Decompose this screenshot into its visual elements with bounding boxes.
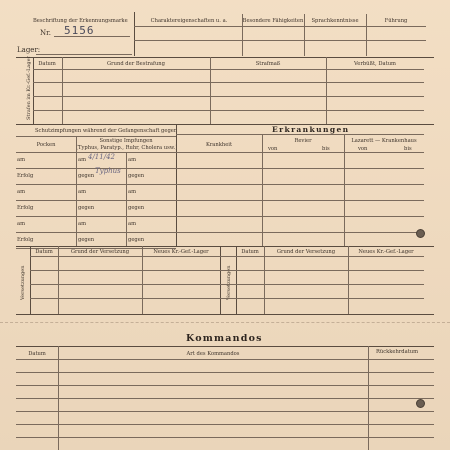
erkrankungen-title: Erkrankungen <box>272 125 350 134</box>
divider <box>62 57 63 125</box>
divider <box>242 14 243 56</box>
divider <box>30 256 424 257</box>
divider <box>176 134 424 135</box>
erkrankungen-revier-bis: bis <box>322 146 330 152</box>
divider <box>16 184 176 185</box>
divider <box>176 184 424 185</box>
erkrankungen-revier: Revier <box>294 138 312 144</box>
versetzung-grund-right: Grund der Versetzung <box>276 249 336 255</box>
versetzung-datum-left: Datum <box>35 249 53 255</box>
lager-underline <box>36 54 132 55</box>
kommandos-rueckkehr: Rückkehrdatum <box>375 349 419 355</box>
impfungen-sonstige: Sonstige Impfungen <box>99 138 153 144</box>
impfung-row-4-pocken: am <box>17 221 26 227</box>
impfungen-sonstige-sub: (Typhus, Paratyp., Ruhr, Cholera usw.) <box>76 145 178 151</box>
impfung-row-3-sonstige-b: gegen <box>128 205 145 211</box>
strafen-verbuesst: Verbüßt, Datum <box>354 61 396 67</box>
divider <box>176 168 424 169</box>
divider <box>16 424 434 425</box>
divider <box>30 270 424 271</box>
impfung-row-2-sonstige-a: am <box>78 189 87 195</box>
divider <box>16 398 434 399</box>
impfungen-title: Schutzimpfungen während der Gefangenschaft gegen <box>35 128 178 134</box>
divider <box>16 346 434 347</box>
impfung-row-1-sonstige-b: gegen <box>128 173 145 179</box>
versetzungen-side-label-right: Versetzungen <box>226 265 232 300</box>
impfung-row-0-sonstige-b: am <box>128 157 137 163</box>
divider <box>76 136 77 246</box>
erkrankungen-krankheit: Krankheit <box>205 142 233 148</box>
impfung-row-1-pocken: Erfolg <box>17 173 34 179</box>
impfung-row-3-sonstige-a: gegen <box>78 205 95 211</box>
divider <box>210 57 211 125</box>
nr-underline <box>54 36 130 37</box>
kommandos-art: Art des Kommandos <box>186 351 240 357</box>
divider <box>30 298 424 299</box>
divider <box>304 14 305 56</box>
beschriftung-label: Beschriftung der Erkennungsmarke <box>33 18 128 24</box>
divider <box>134 12 135 56</box>
divider <box>344 134 345 246</box>
divider <box>176 200 424 201</box>
lager-label: Lager: <box>17 46 41 54</box>
strafen-datum: Datum <box>38 61 56 67</box>
header-col-faehigkeiten: Besondere Fähigkeiten <box>242 18 304 24</box>
divider <box>16 411 434 412</box>
handwritten-date: 4/11/42 <box>88 153 115 161</box>
divider <box>16 314 434 315</box>
divider <box>16 136 176 137</box>
nr-value: 5156 <box>64 24 95 37</box>
erkrankungen-revier-von: von <box>268 146 278 152</box>
impfung-row-4-sonstige-b: am <box>128 221 137 227</box>
divider <box>16 232 176 233</box>
impfung-row-5-sonstige-b: gegen <box>128 237 145 243</box>
erkrankungen-lazarett-bis: bis <box>404 146 412 152</box>
header-col-sprache: Sprachkenntnisse <box>311 18 359 24</box>
strafen-side-label: Strafen im Kr.-Gef.-Lager <box>26 56 32 120</box>
versetzung-neues-left: Neues Kr.-Gef.-Lager <box>153 249 209 255</box>
divider <box>176 216 424 217</box>
divider <box>30 284 424 285</box>
divider <box>176 152 424 153</box>
divider <box>176 232 424 233</box>
impfung-row-5-sonstige-a: gegen <box>78 237 95 243</box>
impfung-row-2-sonstige-b: am <box>128 189 137 195</box>
impfung-row-1-sonstige-a: gegen <box>78 173 95 179</box>
divider <box>16 437 434 438</box>
versetzung-neues-right: Neues Kr.-Gef.-Lager <box>358 249 414 255</box>
divider <box>134 26 426 27</box>
impfung-row-0-pocken: am <box>17 157 26 163</box>
erkrankungen-lazarett: Lazarett — Krankenhaus <box>351 138 417 144</box>
divider <box>366 14 367 56</box>
versetzung-datum-right: Datum <box>241 249 259 255</box>
kommandos-title: Kommandos <box>186 333 263 344</box>
divider <box>16 124 434 125</box>
kommandos-datum: Datum <box>28 351 46 357</box>
impfung-row-0-sonstige-a: am <box>78 157 87 163</box>
divider <box>16 372 434 373</box>
erkrankungen-lazarett-von: von <box>358 146 368 152</box>
divider <box>16 385 434 386</box>
divider <box>33 82 424 83</box>
impfung-row-5-pocken: Erfolg <box>17 237 34 243</box>
divider <box>16 57 434 58</box>
nr-label: Nr. <box>40 29 51 37</box>
punch-hole <box>416 399 425 408</box>
strafen-grund: Grund der Bestrafung <box>107 61 165 67</box>
impfung-row-4-sonstige-a: am <box>78 221 87 227</box>
divider <box>16 359 434 360</box>
divider <box>16 246 434 247</box>
divider <box>33 69 424 70</box>
versetzungen-side-label-left: Versetzungen <box>20 265 26 300</box>
divider <box>33 57 34 125</box>
divider <box>33 96 424 97</box>
impfungen-pocken: Pocken <box>36 142 56 148</box>
handwritten-typhus: Typhus <box>95 167 121 175</box>
divider <box>262 134 263 246</box>
versetzung-grund-left: Grund der Versetzung <box>70 249 130 255</box>
header-col-charakter: Charaktereigenschaften u. a. <box>150 18 228 24</box>
fold-line <box>0 322 450 323</box>
impfung-row-3-pocken: Erfolg <box>17 205 34 211</box>
divider <box>33 110 424 111</box>
strafen-strafmass: Strafmaß <box>255 61 281 67</box>
divider <box>16 200 176 201</box>
impfung-row-2-pocken: am <box>17 189 26 195</box>
punch-hole <box>416 229 425 238</box>
header-col-fuehrung: Führung <box>384 18 408 24</box>
divider <box>16 216 176 217</box>
divider <box>134 40 426 41</box>
divider <box>326 57 327 125</box>
